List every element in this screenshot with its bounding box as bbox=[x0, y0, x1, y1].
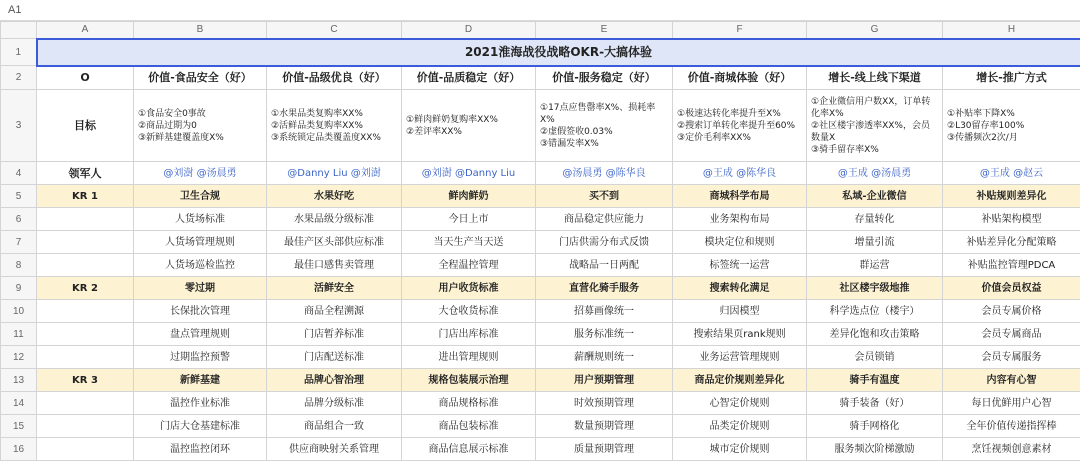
table-cell[interactable]: 门店出库标准 bbox=[402, 323, 536, 346]
table-cell[interactable]: 供应商映射关系管理 bbox=[267, 438, 402, 461]
leader-mention-cell[interactable]: @刘澍 @汤晨勇 bbox=[134, 162, 267, 185]
leader-mention-cell[interactable]: @王成 @陈华良 bbox=[673, 162, 807, 185]
empty-cell[interactable] bbox=[37, 208, 134, 231]
objective-cell[interactable]: 价值-品级优良（好） bbox=[267, 66, 402, 90]
spreadsheet-grid bbox=[0, 21, 1080, 452]
table-cell[interactable]: 差异化饱和攻击策略 bbox=[807, 323, 943, 346]
table-cell[interactable]: 业务运营管理规则 bbox=[673, 346, 807, 369]
objective-cell[interactable]: 价值-品质稳定（好） bbox=[402, 66, 536, 90]
table-cell[interactable]: 商品信息展示标准 bbox=[402, 438, 536, 461]
table-cell[interactable]: 数量预期管理 bbox=[536, 415, 673, 438]
table-cell[interactable]: 门店大仓基建标准 bbox=[134, 415, 267, 438]
table-cell[interactable]: 心智定价规则 bbox=[673, 392, 807, 415]
table-cell[interactable]: 商品组合一致 bbox=[267, 415, 402, 438]
table-cell[interactable]: 时效预期管理 bbox=[536, 392, 673, 415]
row-header[interactable]: 5 bbox=[1, 185, 37, 208]
kr-title-cell[interactable]: 用户收货标准 bbox=[402, 277, 536, 300]
table-cell[interactable]: 搜索结果页rank规则 bbox=[673, 323, 807, 346]
row-header[interactable]: 15 bbox=[1, 415, 37, 438]
objective-cell[interactable]: 价值-食品安全（好） bbox=[134, 66, 267, 90]
table-cell[interactable]: 商品全程溯源 bbox=[267, 300, 402, 323]
goal-line: ③骑手留存率X% bbox=[811, 144, 938, 156]
table-row bbox=[1, 415, 1080, 438]
kr-title-cell[interactable]: 内容有心智 bbox=[943, 369, 1080, 392]
row-header[interactable]: 16 bbox=[1, 438, 37, 461]
goal-cell[interactable] bbox=[536, 90, 673, 162]
goal-line: ①企业微信用户数XX，订单转化率X% bbox=[811, 96, 938, 120]
formula-bar bbox=[0, 0, 1080, 21]
row-header[interactable]: 12 bbox=[1, 346, 37, 369]
table-cell[interactable]: 品类定价规则 bbox=[673, 415, 807, 438]
row-header[interactable]: 4 bbox=[1, 162, 37, 185]
table-cell[interactable]: 进出管理规则 bbox=[402, 346, 536, 369]
goal-line: ②活鲜品类复购率XX% bbox=[271, 120, 397, 132]
column-header[interactable]: C bbox=[267, 22, 402, 39]
kr-title-cell[interactable]: 买不到 bbox=[536, 185, 673, 208]
table-row bbox=[1, 254, 1080, 277]
goal-cell[interactable] bbox=[267, 90, 402, 162]
table-cell[interactable]: 群运营 bbox=[807, 254, 943, 277]
kr-title-row bbox=[1, 369, 1080, 392]
column-header[interactable]: A bbox=[37, 22, 134, 39]
row-header[interactable]: 2 bbox=[1, 66, 37, 90]
goal-line: ②差评率XX% bbox=[406, 126, 531, 138]
kr-label-cell[interactable]: KR 3 bbox=[37, 369, 134, 392]
table-cell[interactable]: 会员专属服务 bbox=[943, 346, 1080, 369]
table-cell[interactable]: 服务频次阶梯激励 bbox=[807, 438, 943, 461]
goals-row bbox=[1, 90, 1080, 162]
goal-line: ③传播频次2次/月 bbox=[947, 132, 1076, 144]
column-header[interactable]: H bbox=[943, 22, 1080, 39]
empty-cell[interactable] bbox=[37, 392, 134, 415]
goal-line: ③新鲜基建覆盖度X% bbox=[138, 132, 262, 144]
table-row bbox=[1, 392, 1080, 415]
goal-line: ①水果品类复购率XX% bbox=[271, 108, 397, 120]
row-header[interactable]: 6 bbox=[1, 208, 37, 231]
row-header[interactable]: 3 bbox=[1, 90, 37, 162]
table-cell[interactable]: 大仓收货标准 bbox=[402, 300, 536, 323]
table-cell[interactable]: 战略品一日两配 bbox=[536, 254, 673, 277]
kr-title-cell[interactable]: 卫生合规 bbox=[134, 185, 267, 208]
kr-label-cell[interactable]: KR 1 bbox=[37, 185, 134, 208]
row-header[interactable]: 14 bbox=[1, 392, 37, 415]
row-header[interactable]: 10 bbox=[1, 300, 37, 323]
table-cell[interactable]: 水果品级分级标准 bbox=[267, 208, 402, 231]
okr-table bbox=[0, 21, 1080, 461]
table-cell[interactable]: 补贴架构模型 bbox=[943, 208, 1080, 231]
table-cell[interactable]: 存量转化 bbox=[807, 208, 943, 231]
kr-title-cell[interactable]: 活鲜安全 bbox=[267, 277, 402, 300]
goal-cell[interactable] bbox=[402, 90, 536, 162]
table-cell[interactable]: 过期监控预警 bbox=[134, 346, 267, 369]
leader-mention-cell[interactable]: @王成 @汤晨勇 bbox=[807, 162, 943, 185]
table-cell[interactable]: 业务架构布局 bbox=[673, 208, 807, 231]
kr-title-cell[interactable]: 零过期 bbox=[134, 277, 267, 300]
table-cell[interactable]: 温控作业标准 bbox=[134, 392, 267, 415]
goal-line: ②搜索订单转化率提升至60% bbox=[677, 120, 802, 132]
objective-cell[interactable]: 价值-商城体验（好） bbox=[673, 66, 807, 90]
objective-header-row bbox=[1, 66, 1080, 90]
kr-title-row bbox=[1, 185, 1080, 208]
goals-label-cell[interactable]: 目标 bbox=[37, 90, 134, 162]
empty-cell[interactable] bbox=[37, 300, 134, 323]
table-cell[interactable]: 门店配送标准 bbox=[267, 346, 402, 369]
kr-title-row bbox=[1, 277, 1080, 300]
kr-title-cell[interactable]: 品牌心智治理 bbox=[267, 369, 402, 392]
table-cell[interactable]: 骑手网格化 bbox=[807, 415, 943, 438]
goal-line: ②社区楼宇渗透率XX%，会员数量X bbox=[811, 120, 938, 144]
table-row bbox=[1, 231, 1080, 254]
column-header[interactable]: F bbox=[673, 22, 807, 39]
table-cell[interactable]: 商品规格标准 bbox=[402, 392, 536, 415]
table-row bbox=[1, 438, 1080, 461]
empty-cell[interactable] bbox=[37, 254, 134, 277]
kr-label-cell[interactable]: KR 2 bbox=[37, 277, 134, 300]
table-cell[interactable]: 科学选点位（楼宇） bbox=[807, 300, 943, 323]
table-cell[interactable]: 人货场标准 bbox=[134, 208, 267, 231]
row-header[interactable]: 7 bbox=[1, 231, 37, 254]
table-cell[interactable]: 会员专属商品 bbox=[943, 323, 1080, 346]
table-cell[interactable]: 商品稳定供应能力 bbox=[536, 208, 673, 231]
kr-title-cell[interactable]: 补贴规则差异化 bbox=[943, 185, 1080, 208]
objective-cell[interactable]: 增长-推广方式 bbox=[943, 66, 1080, 90]
sheet-title[interactable]: 2021淮海战役战略OKR-大搞体验 bbox=[37, 39, 1080, 66]
goal-line: ②商品过期为0 bbox=[138, 120, 262, 132]
goal-line: ③错漏发率X% bbox=[540, 138, 668, 150]
table-row bbox=[1, 300, 1080, 323]
table-cell[interactable]: 最佳口感售卖管理 bbox=[267, 254, 402, 277]
table-cell[interactable]: 全年价值传递指挥棒 bbox=[943, 415, 1080, 438]
kr-title-cell[interactable]: 商品定价规则差异化 bbox=[673, 369, 807, 392]
table-cell[interactable]: 补贴差异化分配策略 bbox=[943, 231, 1080, 254]
table-cell[interactable]: 每日优鲜用户心智 bbox=[943, 392, 1080, 415]
table-cell[interactable]: 会员锁销 bbox=[807, 346, 943, 369]
table-row bbox=[1, 208, 1080, 231]
leaders-label-cell[interactable]: 领军人 bbox=[37, 162, 134, 185]
table-cell[interactable]: 骑手装备（好） bbox=[807, 392, 943, 415]
kr-title-cell[interactable]: 直营化骑手服务 bbox=[536, 277, 673, 300]
table-cell[interactable]: 最佳产区头部供应标准 bbox=[267, 231, 402, 254]
table-cell[interactable]: 薪酬规则统一 bbox=[536, 346, 673, 369]
kr-title-cell[interactable]: 用户预期管理 bbox=[536, 369, 673, 392]
goal-line: ③系统锁定品类覆盖度XX% bbox=[271, 132, 397, 144]
table-cell[interactable]: 补贴监控管理PDCA bbox=[943, 254, 1080, 277]
empty-cell[interactable] bbox=[37, 323, 134, 346]
goal-line: ①食品安全0事故 bbox=[138, 108, 262, 120]
table-cell[interactable]: 烹饪视频创意素材 bbox=[943, 438, 1080, 461]
kr-title-cell[interactable]: 骑手有温度 bbox=[807, 369, 943, 392]
table-cell[interactable]: 长保批次管理 bbox=[134, 300, 267, 323]
row-header[interactable]: 1 bbox=[1, 39, 37, 66]
goal-line: ②虚假签收0.03% bbox=[540, 126, 668, 138]
kr-title-cell[interactable]: 私域-企业微信 bbox=[807, 185, 943, 208]
select-all-corner[interactable] bbox=[1, 22, 37, 39]
goal-cell[interactable] bbox=[807, 90, 943, 162]
goal-line: ①补贴率下降X% bbox=[947, 108, 1076, 120]
goal-cell[interactable] bbox=[943, 90, 1080, 162]
table-cell[interactable]: 招募画像统一 bbox=[536, 300, 673, 323]
table-cell[interactable]: 标签统一运营 bbox=[673, 254, 807, 277]
cell-reference[interactable]: A1 bbox=[0, 4, 68, 16]
table-row bbox=[1, 323, 1080, 346]
table-cell[interactable]: 模块定位和规则 bbox=[673, 231, 807, 254]
column-header[interactable]: G bbox=[807, 22, 943, 39]
column-header-row bbox=[1, 22, 1080, 39]
kr-title-cell[interactable]: 水果好吃 bbox=[267, 185, 402, 208]
table-cell[interactable]: 归因模型 bbox=[673, 300, 807, 323]
goal-line: ①极速达转化率提升至X% bbox=[677, 108, 802, 120]
kr-title-cell[interactable]: 规格包装展示治理 bbox=[402, 369, 536, 392]
title-row bbox=[1, 39, 1080, 66]
table-cell[interactable]: 品牌分级标准 bbox=[267, 392, 402, 415]
objective-label-cell[interactable]: O bbox=[37, 66, 134, 90]
empty-cell[interactable] bbox=[37, 231, 134, 254]
kr-title-cell[interactable]: 价值会员权益 bbox=[943, 277, 1080, 300]
table-cell[interactable]: 温控监控闭环 bbox=[134, 438, 267, 461]
table-cell[interactable]: 今日上市 bbox=[402, 208, 536, 231]
goal-cell[interactable] bbox=[673, 90, 807, 162]
goal-line: ③定价毛利率XX% bbox=[677, 132, 802, 144]
table-cell[interactable]: 当天生产当天送 bbox=[402, 231, 536, 254]
table-cell[interactable]: 盘点管理规则 bbox=[134, 323, 267, 346]
goal-cell[interactable] bbox=[134, 90, 267, 162]
table-cell[interactable]: 人货场巡检监控 bbox=[134, 254, 267, 277]
objective-cell[interactable]: 价值-服务稳定（好） bbox=[536, 66, 673, 90]
leader-mention-cell[interactable]: @刘澍 @Danny Liu bbox=[402, 162, 536, 185]
goal-line: ①17点应售罄率X%、损耗率X% bbox=[540, 102, 668, 126]
column-header[interactable]: E bbox=[536, 22, 673, 39]
table-row bbox=[1, 346, 1080, 369]
column-header[interactable]: D bbox=[402, 22, 536, 39]
kr-title-cell[interactable]: 商城科学布局 bbox=[673, 185, 807, 208]
leaders-row bbox=[1, 162, 1080, 185]
table-cell[interactable]: 门店供需分布式反馈 bbox=[536, 231, 673, 254]
table-cell[interactable]: 门店暂养标准 bbox=[267, 323, 402, 346]
kr-title-cell[interactable]: 鲜肉鲜奶 bbox=[402, 185, 536, 208]
leader-mention-cell[interactable]: @汤晨勇 @陈华良 bbox=[536, 162, 673, 185]
kr-title-cell[interactable]: 搜索转化满足 bbox=[673, 277, 807, 300]
kr-title-cell[interactable]: 新鲜基建 bbox=[134, 369, 267, 392]
empty-cell[interactable] bbox=[37, 415, 134, 438]
leader-mention-cell[interactable]: @王成 @赵云 bbox=[943, 162, 1080, 185]
table-cell[interactable]: 质量预期管理 bbox=[536, 438, 673, 461]
row-header[interactable]: 8 bbox=[1, 254, 37, 277]
table-cell[interactable]: 城市定价规则 bbox=[673, 438, 807, 461]
table-cell[interactable]: 会员专属价格 bbox=[943, 300, 1080, 323]
leader-mention-cell[interactable]: @Danny Liu @刘澍 bbox=[267, 162, 402, 185]
objective-cell[interactable]: 增长-线上线下渠道 bbox=[807, 66, 943, 90]
column-header[interactable]: B bbox=[134, 22, 267, 39]
table-cell[interactable]: 全程温控管理 bbox=[402, 254, 536, 277]
row-header[interactable]: 9 bbox=[1, 277, 37, 300]
row-header[interactable]: 13 bbox=[1, 369, 37, 392]
kr-title-cell[interactable]: 社区楼宇级地推 bbox=[807, 277, 943, 300]
table-cell[interactable]: 人货场管理规则 bbox=[134, 231, 267, 254]
empty-cell[interactable] bbox=[37, 438, 134, 461]
table-cell[interactable]: 增量引流 bbox=[807, 231, 943, 254]
table-cell[interactable]: 商品包装标准 bbox=[402, 415, 536, 438]
row-header[interactable]: 11 bbox=[1, 323, 37, 346]
goal-line: ①鲜肉鲜奶复购率XX% bbox=[406, 114, 531, 126]
goal-line: ②L30留存率100% bbox=[947, 120, 1076, 132]
table-cell[interactable]: 服务标准统一 bbox=[536, 323, 673, 346]
empty-cell[interactable] bbox=[37, 346, 134, 369]
